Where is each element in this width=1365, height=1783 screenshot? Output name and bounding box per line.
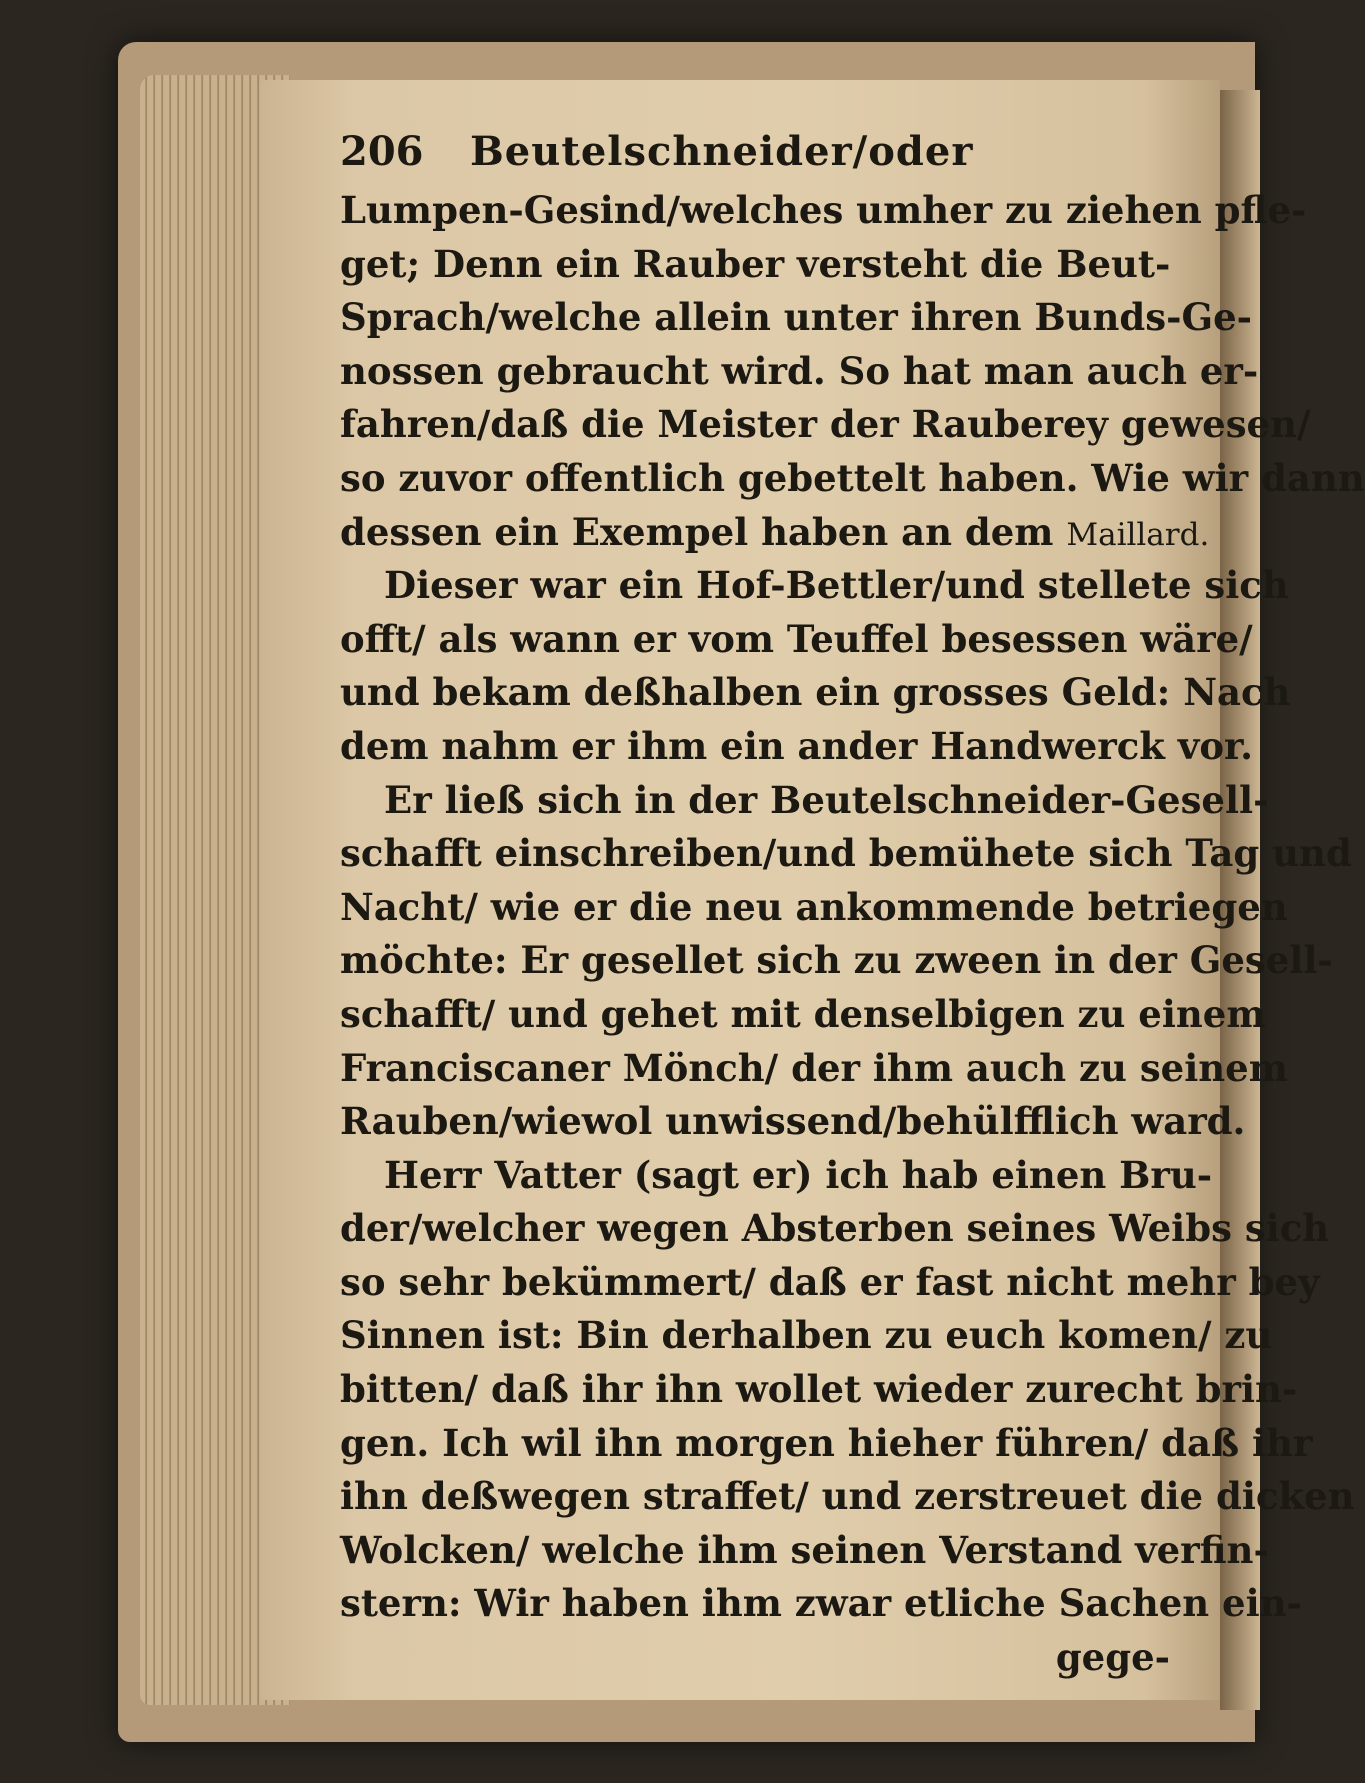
text-lines: [340, 184, 1365, 1685]
line-text: stern: Wir haben ihm zwar etliche Sachen ein-: [340, 1581, 1302, 1626]
line-text: Wolcken/ welche ihm seinen Verstand verfin-: [340, 1527, 1269, 1572]
text-line: [340, 1470, 1355, 1524]
text-line: [340, 934, 1333, 988]
text-line: [340, 666, 1291, 720]
line-text: Franciscaner Mönch/ der ihm auch zu seinem: [340, 1045, 1288, 1090]
text-line: [340, 1363, 1298, 1417]
text-line: [340, 1042, 1288, 1096]
line-text: nossen gebraucht wird. So hat man auch er-: [340, 348, 1259, 393]
line-roman-text: Maillard.: [1066, 516, 1210, 553]
page-number: 206: [340, 128, 424, 175]
line-text: Dieser war ein Hof-Bettler/und stellete sich: [384, 563, 1289, 608]
text-line: [340, 1417, 1313, 1471]
line-text: dessen ein Exempel haben an dem: [340, 509, 1067, 554]
line-text: so sehr bekümmert/ daß er fast nicht mehr bey: [340, 1259, 1320, 1304]
line-text: Herr Vatter (sagt er) ich hab einen Bru-: [384, 1152, 1213, 1197]
text-line: [340, 1202, 1330, 1256]
line-text: Lumpen-Gesind/welches umher zu ziehen pfle-: [340, 188, 1307, 232]
text-line: [340, 1149, 1213, 1203]
line-text: schafft einschreiben/und bemühete sich Tag und: [340, 831, 1352, 876]
text-line: [340, 1095, 1246, 1149]
text-line: [340, 398, 1311, 452]
text-line: [340, 184, 1307, 238]
text-line: [340, 613, 1253, 667]
text-line: [340, 1309, 1273, 1363]
text-line: [340, 1524, 1269, 1578]
line-text: Rauben/wiewol unwissend/behülfflich ward.: [340, 1099, 1246, 1144]
line-text: und bekam deßhalben ein grosses Geld: Nach: [340, 670, 1291, 715]
line-text: so zuvor offentlich gebettelt haben. Wie wir dann: [340, 455, 1365, 500]
line-text: get; Denn ein Rauber versteht die Beut-: [340, 241, 1171, 286]
text-line: [340, 291, 1252, 345]
text-line: [340, 988, 1266, 1042]
line-text: offt/ als wann er vom Teuffel besessen wäre/: [340, 616, 1253, 661]
text-line: [340, 1256, 1320, 1310]
line-text: bitten/ daß ihr ihn wollet wieder zurecht brin-: [340, 1367, 1298, 1412]
text-line: [340, 345, 1259, 399]
text-line: [340, 506, 1210, 560]
line-text: möchte: Er gesellet sich zu zween in der Gesell-: [340, 938, 1333, 983]
line-text: gege-: [1055, 1635, 1170, 1680]
page-text: [340, 128, 1365, 1685]
text-line: [340, 452, 1365, 506]
line-text: Sinnen ist: Bin derhalben zu euch komen/ zu: [340, 1313, 1273, 1358]
line-text: ihn deßwegen straffet/ und zerstreuet die dicken: [340, 1474, 1355, 1519]
text-line: [340, 238, 1170, 292]
line-text: gen. Ich wil ihn morgen hieher führen/ daß ihr: [340, 1420, 1313, 1465]
text-line: [340, 1631, 1170, 1685]
text-line: [340, 720, 1253, 774]
line-text: Sprach/welche allein unter ihren Bunds-Ge-: [340, 295, 1252, 340]
text-line: [340, 559, 1289, 613]
text-line: [340, 1577, 1302, 1631]
line-text: Er ließ sich in der Beutelschneider-Gesell-: [384, 777, 1269, 822]
line-text: Nacht/ wie er die neu ankommende betriegen: [340, 884, 1288, 929]
page-header: [340, 128, 1170, 180]
line-text: fahren/daß die Meister der Rauberey gewesen/: [340, 402, 1311, 447]
line-text: der/welcher wegen Absterben seines Weibs sich: [340, 1206, 1330, 1251]
text-line: [340, 827, 1352, 881]
line-text: dem nahm er ihm ein ander Handwerck vor.: [340, 723, 1253, 768]
text-line: [340, 774, 1269, 828]
running-title: Beutelschneider/oder: [470, 128, 974, 175]
line-text: schafft/ und gehet mit denselbigen zu einem: [340, 991, 1266, 1036]
text-line: [340, 881, 1288, 935]
